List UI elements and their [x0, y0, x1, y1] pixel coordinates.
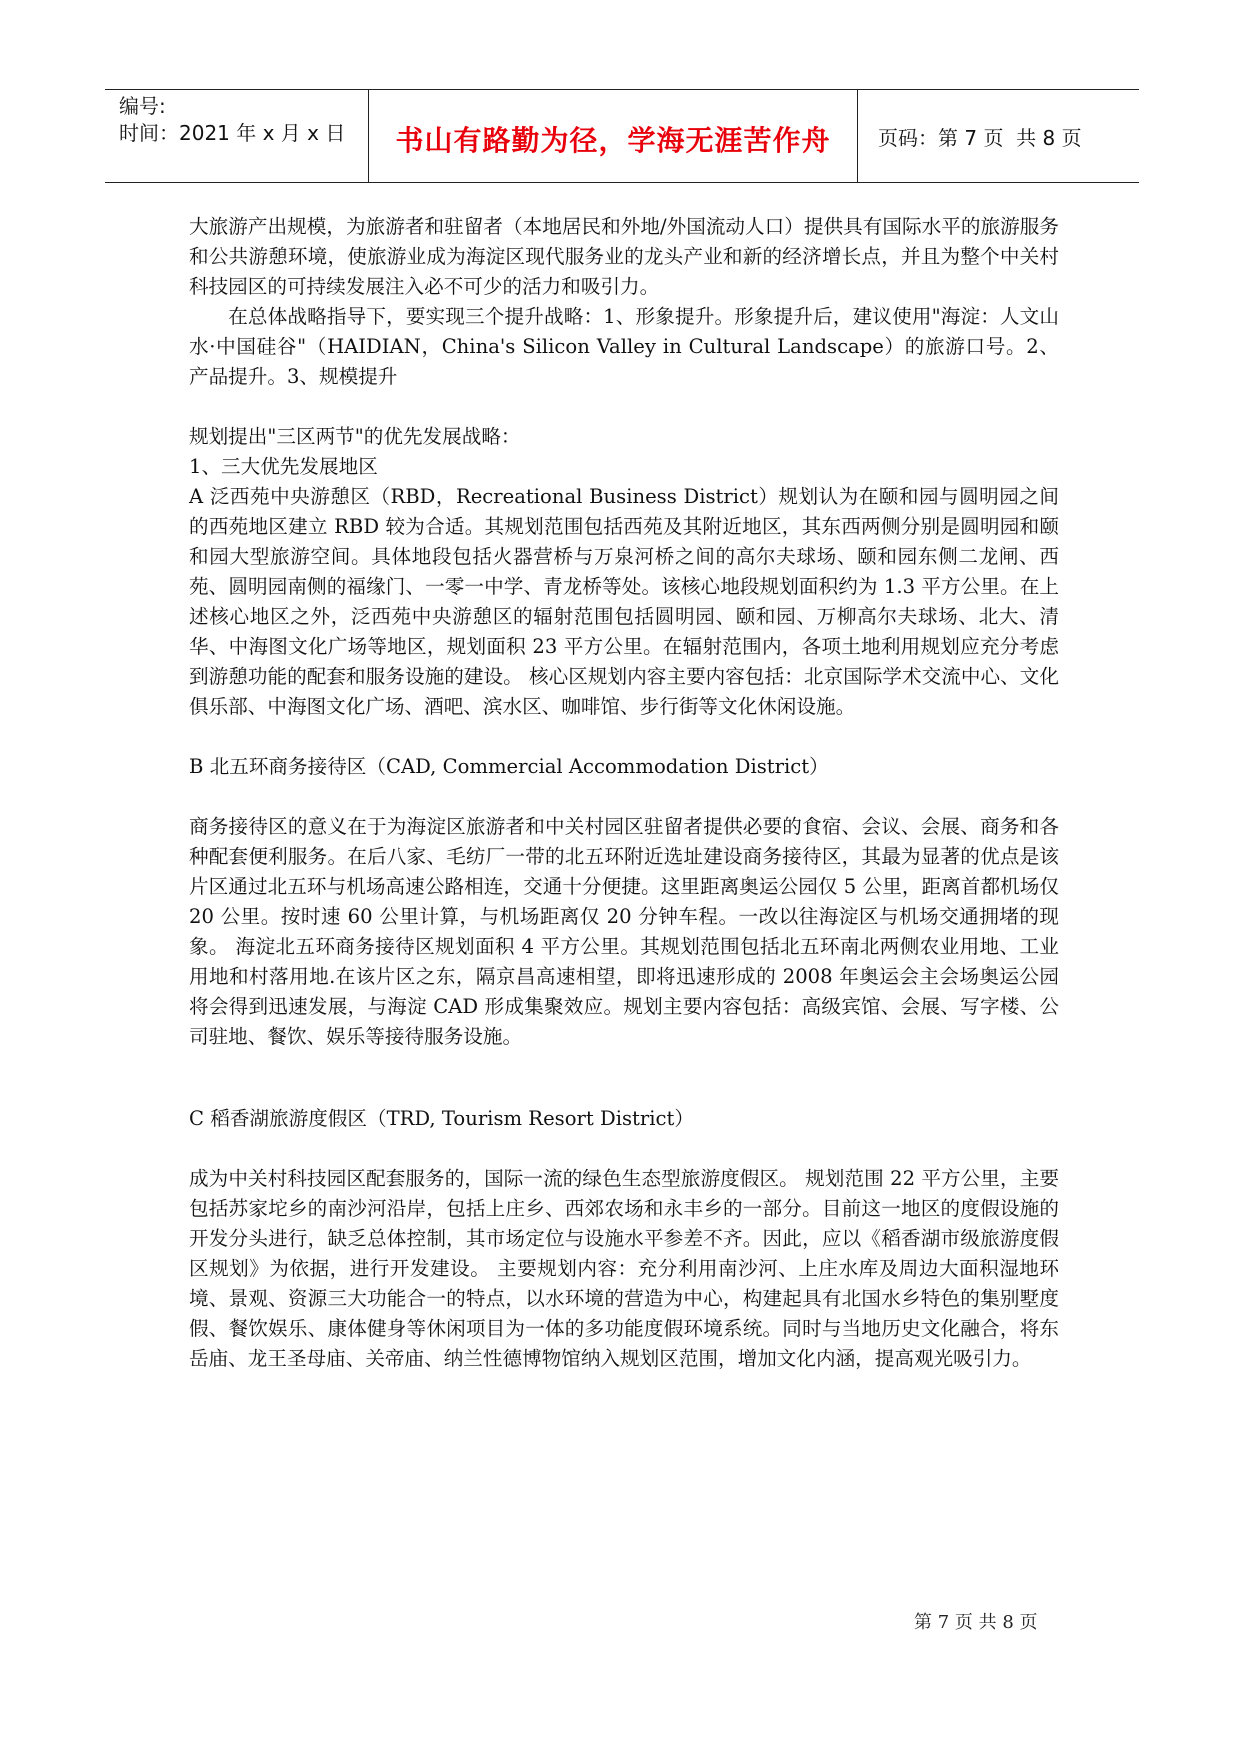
page-header	[105, 89, 1139, 183]
paragraph-priority: 规划提出"三区两节"的优先发展战略：	[189, 425, 521, 448]
header-motto-cell	[369, 90, 858, 182]
paragraph-rbd: A 泛西苑中央游憩区（RBD，Recreational Business District）规划认为在颐和园与圆明园之间的西苑地区建立 RBD 较为合适。其规划范围包括西苑及其附近地区，其东西两侧分别是圆明园和颐和园大型旅游空间。具体地段包括火器营桥与万泉河桥之间的高尔夫球场、颐和园东侧二龙闸、西苑、圆明园南侧的福缘门、一零一中学、青龙桥等处。该核心地段规划面积约为 1.3 平方公里。在上述核心地区之外，泛西苑中央游憩区的辐射范围包括圆明园、颐和园、万柳高尔夫球场、北大、清华、中海图文化广场等地区，规划面积 23 平方公里。在辐射范围内，各项土地利用规划应充分考虑到游憩功能的配套和服务设施的建设。 核心区规划内容主要内容包括：北京国际学术交流中心、文化俱乐部、中海图文化广场、酒吧、滨水区、咖啡馆、步行街等文化休闲设施。	[189, 485, 1059, 718]
number-label: 编号:	[119, 94, 166, 118]
paragraph-intro: 大旅游产出规模，为旅游者和驻留者（本地居民和外地/外国流动人口）提供具有国际水平的旅游服务和公共游憩环境，使旅游业成为海淀区现代服务业的龙头产业和新的经济增长点，并且为整个中关村科技园区的可持续发展注入必不可少的活力和吸引力。	[189, 215, 1059, 298]
heading-trd: C 稻香湖旅游度假区（TRD, Tourism Resort District）	[189, 1107, 694, 1130]
paragraph-cad: 商务接待区的意义在于为海淀区旅游者和中关村园区驻留者提供必要的食宿、会议、会展、商务和各种配套便利服务。在后八家、毛纺厂一带的北五环附近选址建设商务接待区，其最为显著的优点是该片区通过北五环与机场高速公路相连，交通十分便捷。这里距离奥运公园仅 5 公里，距离首都机场仅 20 公里。按时速 60 公里计算，与机场距离仅 20 分钟车程。一改以往海淀区与机场交通拥堵的现象。 海淀北五环商务接待区规划面积 4 平方公里。其规划范围包括北五环南北两侧农业用地、工业用地和村落用地.在该片区之东，隔京昌高速相望，即将迅速形成的 2008 年奥运会主会场奥运公园将会得到迅速发展，与海淀 CAD 形成集聚效应。规划主要内容包括：高级宾馆、会展、写字楼、公司驻地、餐饮、娱乐等接待服务设施。	[189, 815, 1059, 1048]
document-body	[189, 212, 1059, 1374]
page-label: 页码：第 7 页 共 8 页	[878, 125, 1082, 150]
paragraph-strategy: 在总体战略指导下，要实现三个提升战略：1、形象提升。形象提升后，建议使用"海淀：人文山水·中国硅谷"（HAIDIAN，China's Silicon Valley in Cultural Landscape）的旅游口号。2、产品提升。3、规模提升	[189, 305, 1059, 388]
section-heading-regions: 1、三大优先发展地区	[189, 455, 378, 478]
spacer	[189, 722, 1059, 752]
header-page-cell	[858, 90, 1139, 182]
paragraph-trd: 成为中关村科技园区配套服务的，国际一流的绿色生态型旅游度假区。 规划范围 22 平方公里，主要包括苏家坨乡的南沙河沿岸，包括上庄乡、西郊农场和永丰乡的一部分。目前这一地区的度假设施的开发分头进行，缺乏总体控制，其市场定位与设施水平参差不齐。因此，应以《稻香湖市级旅游度假区规划》为依据，进行开发建设。 主要规划内容：充分利用南沙河、上庄水库及周边大面积湿地环境、景观、资源三大功能合一的特点，以水环境的营造为中心，构建起具有北国水乡特色的集别墅度假、餐饮娱乐、康体健身等休闲项目为一体的多功能度假环境系统。同时与当地历史文化融合，将东岳庙、龙王圣母庙、关帝庙、纳兰性德博物馆纳入规划区范围，增加文化内涵，提高观光吸引力。	[189, 1167, 1059, 1370]
time-label: 时间：2021 年 x 月 x 日	[119, 121, 346, 145]
spacer	[189, 782, 1059, 812]
spacer	[189, 392, 1059, 422]
page-footer: 第 7 页 共 8 页	[914, 1612, 1038, 1633]
spacer	[189, 1134, 1059, 1164]
header-meta	[105, 90, 369, 182]
spacer	[189, 1052, 1059, 1104]
heading-cad: B 北五环商务接待区（CAD, Commercial Accommodation District）	[189, 755, 829, 778]
motto-text: 书山有路勤为径，学海无涯苦作舟	[395, 124, 831, 157]
